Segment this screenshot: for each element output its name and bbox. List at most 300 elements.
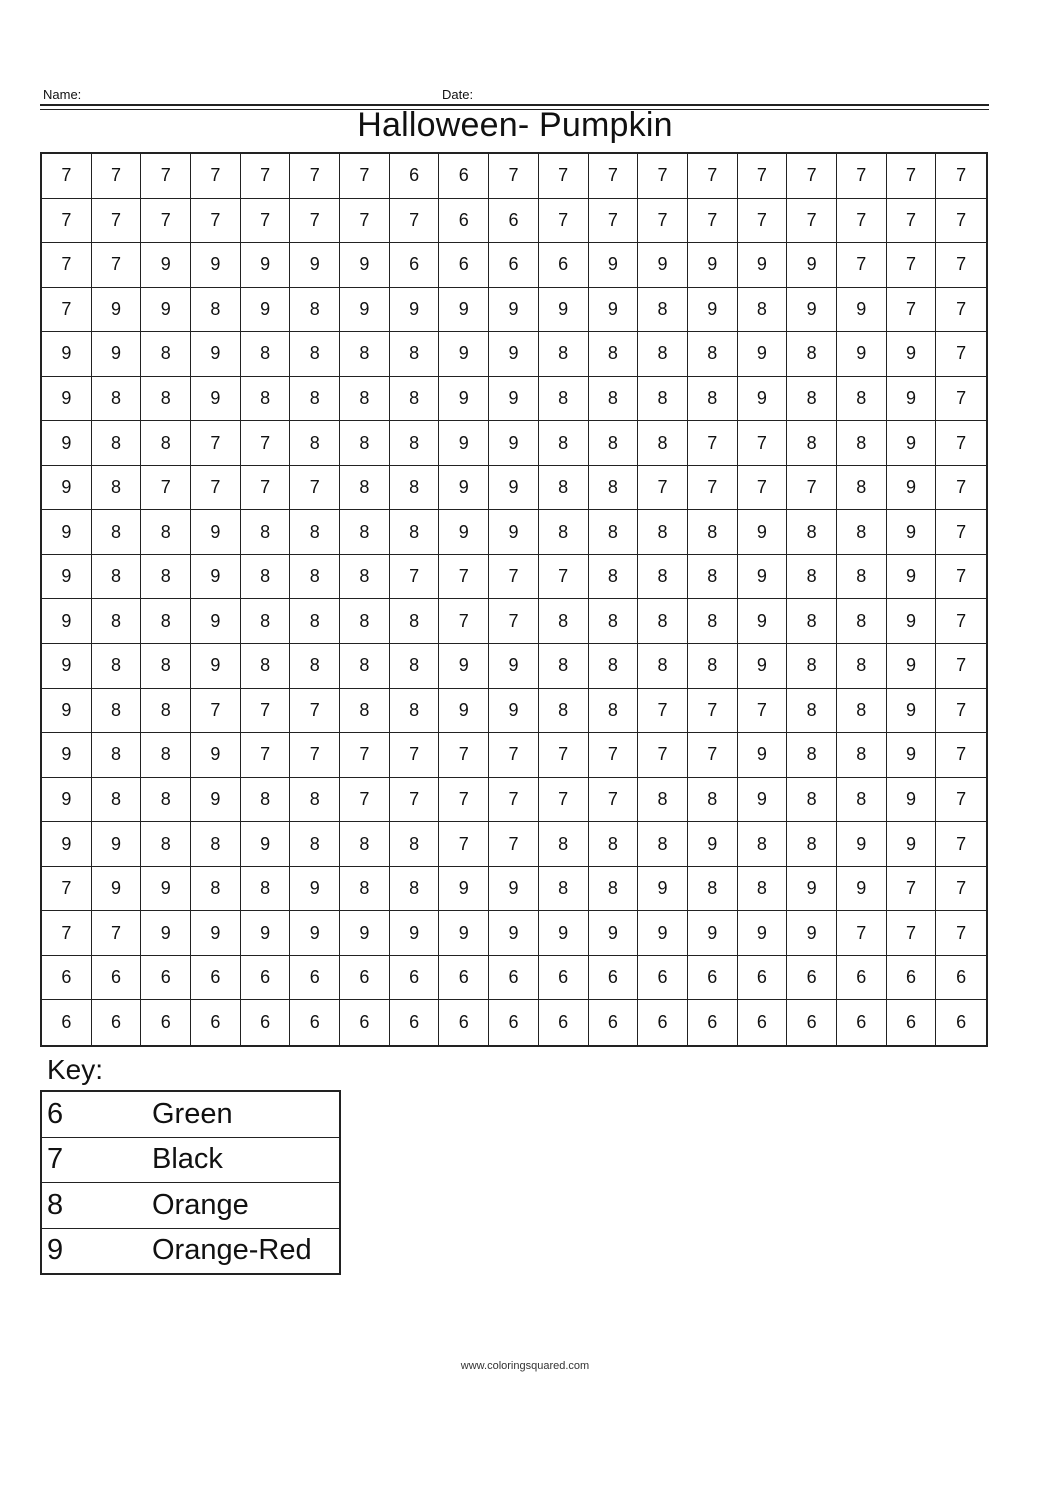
grid-cell: 9 <box>42 377 92 422</box>
grid-cell: 8 <box>688 555 738 600</box>
grid-cell: 6 <box>42 956 92 1001</box>
grid-cell: 9 <box>191 510 241 555</box>
grid-cell: 7 <box>936 822 986 867</box>
grid-cell: 8 <box>688 867 738 912</box>
grid-cell: 9 <box>439 377 489 422</box>
grid-cell: 7 <box>638 154 688 199</box>
grid-cell: 8 <box>290 822 340 867</box>
grid-cell: 8 <box>141 733 191 778</box>
grid-cell: 7 <box>539 154 589 199</box>
grid-cell: 9 <box>887 644 937 689</box>
grid-cell: 6 <box>589 1000 639 1045</box>
color-key-table <box>40 1090 341 1275</box>
grid-cell: 7 <box>936 288 986 333</box>
grid-cell: 7 <box>290 733 340 778</box>
grid-cell: 8 <box>290 332 340 377</box>
grid-cell: 7 <box>42 288 92 333</box>
grid-cell: 7 <box>290 154 340 199</box>
grid-cell: 8 <box>589 510 639 555</box>
grid-cell: 9 <box>837 867 887 912</box>
grid-cell: 7 <box>887 867 937 912</box>
grid-cell: 6 <box>539 243 589 288</box>
grid-cell: 8 <box>837 689 887 734</box>
grid-cell: 9 <box>738 778 788 823</box>
grid-cell: 7 <box>439 778 489 823</box>
grid-cell: 7 <box>290 199 340 244</box>
grid-cell: 8 <box>290 288 340 333</box>
grid-cell: 9 <box>489 421 539 466</box>
grid-cell: 8 <box>638 377 688 422</box>
grid-cell: 9 <box>738 599 788 644</box>
grid-cell: 7 <box>191 421 241 466</box>
grid-cell: 6 <box>191 1000 241 1045</box>
grid-cell: 7 <box>688 733 738 778</box>
grid-cell: 8 <box>340 644 390 689</box>
grid-cell: 9 <box>141 911 191 956</box>
grid-cell: 7 <box>887 243 937 288</box>
grid-cell: 8 <box>589 377 639 422</box>
grid-cell: 8 <box>390 421 440 466</box>
grid-cell: 9 <box>92 867 142 912</box>
grid-cell: 8 <box>589 599 639 644</box>
grid-cell: 8 <box>92 778 142 823</box>
grid-cell: 7 <box>738 689 788 734</box>
grid-cell: 7 <box>191 154 241 199</box>
grid-cell: 7 <box>688 689 738 734</box>
grid-cell: 6 <box>439 154 489 199</box>
grid-cell: 8 <box>141 778 191 823</box>
grid-cell: 7 <box>489 778 539 823</box>
grid-cell: 8 <box>688 377 738 422</box>
grid-cell: 8 <box>539 599 589 644</box>
grid-cell: 7 <box>738 199 788 244</box>
grid-cell: 7 <box>936 199 986 244</box>
grid-cell: 8 <box>290 778 340 823</box>
grid-cell: 8 <box>340 822 390 867</box>
grid-cell: 6 <box>439 956 489 1001</box>
grid-cell: 7 <box>936 466 986 511</box>
grid-cell: 8 <box>141 599 191 644</box>
grid-cell: 8 <box>638 510 688 555</box>
key-number: 7 <box>47 1143 64 1176</box>
key-number: 8 <box>47 1188 64 1221</box>
grid-cell: 7 <box>390 733 440 778</box>
grid-cell: 8 <box>787 555 837 600</box>
grid-cell: 8 <box>589 466 639 511</box>
grid-cell: 6 <box>92 1000 142 1045</box>
grid-cell: 6 <box>191 956 241 1001</box>
grid-cell: 8 <box>539 867 589 912</box>
grid-cell: 8 <box>241 555 291 600</box>
grid-cell: 6 <box>241 1000 291 1045</box>
grid-cell: 8 <box>340 689 390 734</box>
grid-cell: 9 <box>241 288 291 333</box>
grid-cell: 6 <box>489 199 539 244</box>
grid-cell: 8 <box>340 421 390 466</box>
grid-cell: 7 <box>191 466 241 511</box>
grid-cell: 9 <box>439 421 489 466</box>
grid-cell: 8 <box>638 332 688 377</box>
grid-cell: 8 <box>340 466 390 511</box>
grid-cell: 9 <box>439 466 489 511</box>
grid-cell: 8 <box>539 377 589 422</box>
grid-cell: 8 <box>241 867 291 912</box>
grid-cell: 8 <box>787 377 837 422</box>
grid-cell: 8 <box>92 599 142 644</box>
grid-cell: 7 <box>340 778 390 823</box>
grid-cell: 7 <box>439 599 489 644</box>
grid-cell: 9 <box>837 822 887 867</box>
grid-cell: 8 <box>837 510 887 555</box>
grid-cell: 7 <box>290 466 340 511</box>
grid-cell: 9 <box>42 466 92 511</box>
grid-cell: 7 <box>191 199 241 244</box>
key-color-name: Black <box>152 1143 223 1176</box>
grid-cell: 7 <box>936 421 986 466</box>
grid-cell: 8 <box>738 822 788 867</box>
grid-cell: 9 <box>141 288 191 333</box>
grid-cell: 9 <box>738 243 788 288</box>
grid-cell: 8 <box>638 288 688 333</box>
grid-cell: 9 <box>439 644 489 689</box>
grid-cell: 9 <box>92 332 142 377</box>
grid-cell: 9 <box>489 466 539 511</box>
grid-cell: 9 <box>589 911 639 956</box>
grid-cell: 9 <box>42 555 92 600</box>
grid-cell: 6 <box>390 956 440 1001</box>
grid-cell: 6 <box>489 243 539 288</box>
grid-cell: 8 <box>92 377 142 422</box>
grid-cell: 8 <box>92 644 142 689</box>
grid-cell: 9 <box>191 644 241 689</box>
grid-cell: 8 <box>787 822 837 867</box>
grid-cell: 7 <box>936 867 986 912</box>
grid-cell: 9 <box>589 243 639 288</box>
grid-cell: 9 <box>340 911 390 956</box>
grid-cell: 9 <box>489 377 539 422</box>
grid-cell: 8 <box>290 644 340 689</box>
grid-cell: 9 <box>290 867 340 912</box>
grid-cell: 9 <box>489 510 539 555</box>
grid-cell: 7 <box>738 421 788 466</box>
grid-cell: 7 <box>42 243 92 288</box>
grid-cell: 9 <box>489 288 539 333</box>
grid-cell: 6 <box>738 956 788 1001</box>
grid-cell: 7 <box>936 555 986 600</box>
grid-cell: 9 <box>638 243 688 288</box>
grid-cell: 8 <box>92 689 142 734</box>
grid-cell: 9 <box>191 911 241 956</box>
grid-cell: 8 <box>787 689 837 734</box>
grid-cell: 7 <box>837 154 887 199</box>
grid-cell: 6 <box>638 956 688 1001</box>
grid-cell: 8 <box>638 599 688 644</box>
grid-cell: 8 <box>837 377 887 422</box>
grid-cell: 8 <box>837 421 887 466</box>
grid-cell: 7 <box>489 822 539 867</box>
grid-cell: 7 <box>787 466 837 511</box>
grid-cell: 8 <box>290 421 340 466</box>
grid-cell: 7 <box>688 199 738 244</box>
grid-cell: 6 <box>92 956 142 1001</box>
grid-cell: 9 <box>290 911 340 956</box>
key-row <box>42 1138 339 1184</box>
grid-cell: 8 <box>241 332 291 377</box>
grid-cell: 7 <box>589 733 639 778</box>
grid-cell: 9 <box>489 911 539 956</box>
grid-cell: 7 <box>489 733 539 778</box>
grid-cell: 7 <box>539 733 589 778</box>
grid-cell: 8 <box>141 510 191 555</box>
grid-cell: 8 <box>688 599 738 644</box>
grid-cell: 8 <box>688 778 738 823</box>
grid-cell: 9 <box>92 288 142 333</box>
grid-cell: 9 <box>887 555 937 600</box>
grid-cell: 9 <box>390 911 440 956</box>
grid-cell: 9 <box>191 332 241 377</box>
grid-cell: 9 <box>589 288 639 333</box>
grid-cell: 7 <box>738 466 788 511</box>
name-label: Name: <box>43 87 82 102</box>
grid-cell: 6 <box>340 956 390 1001</box>
grid-cell: 9 <box>141 867 191 912</box>
grid-cell: 9 <box>787 288 837 333</box>
grid-cell: 9 <box>42 332 92 377</box>
grid-cell: 8 <box>92 421 142 466</box>
grid-cell: 6 <box>837 1000 887 1045</box>
grid-cell: 8 <box>837 555 887 600</box>
grid-cell: 8 <box>340 599 390 644</box>
grid-cell: 9 <box>489 867 539 912</box>
grid-cell: 9 <box>42 733 92 778</box>
grid-cell: 7 <box>340 733 390 778</box>
grid-cell: 8 <box>290 377 340 422</box>
grid-cell: 9 <box>688 243 738 288</box>
grid-cell: 9 <box>489 689 539 734</box>
grid-cell: 8 <box>787 644 837 689</box>
grid-cell: 8 <box>837 466 887 511</box>
grid-cell: 7 <box>241 689 291 734</box>
grid-cell: 9 <box>887 733 937 778</box>
grid-cell: 6 <box>439 243 489 288</box>
grid-cell: 9 <box>489 332 539 377</box>
grid-cell: 7 <box>638 733 688 778</box>
grid-cell: 9 <box>340 243 390 288</box>
grid-cell: 7 <box>141 154 191 199</box>
grid-cell: 7 <box>439 555 489 600</box>
grid-cell: 7 <box>589 199 639 244</box>
grid-cell: 8 <box>191 288 241 333</box>
grid-cell: 9 <box>241 243 291 288</box>
grid-cell: 8 <box>638 778 688 823</box>
grid-cell: 7 <box>936 733 986 778</box>
grid-cell: 6 <box>688 1000 738 1045</box>
grid-cell: 6 <box>340 1000 390 1045</box>
key-row <box>42 1229 339 1274</box>
grid-cell: 9 <box>92 822 142 867</box>
grid-cell: 7 <box>936 154 986 199</box>
grid-cell: 6 <box>439 199 489 244</box>
grid-cell: 9 <box>539 288 589 333</box>
grid-cell: 7 <box>688 466 738 511</box>
grid-cell: 9 <box>42 689 92 734</box>
grid-cell: 8 <box>589 421 639 466</box>
grid-cell: 7 <box>241 199 291 244</box>
grid-cell: 7 <box>439 822 489 867</box>
grid-cell: 7 <box>589 778 639 823</box>
grid-cell: 9 <box>489 644 539 689</box>
grid-cell: 9 <box>439 288 489 333</box>
grid-cell: 8 <box>638 555 688 600</box>
grid-cell: 9 <box>688 288 738 333</box>
grid-cell: 9 <box>787 243 837 288</box>
key-color-name: Orange <box>152 1188 249 1221</box>
grid-cell: 8 <box>141 421 191 466</box>
grid-cell: 8 <box>390 510 440 555</box>
grid-cell: 9 <box>42 599 92 644</box>
grid-cell: 7 <box>42 199 92 244</box>
grid-cell: 8 <box>241 778 291 823</box>
grid-cell: 6 <box>290 956 340 1001</box>
grid-cell: 8 <box>141 555 191 600</box>
grid-cell: 8 <box>141 644 191 689</box>
grid-cell: 8 <box>837 599 887 644</box>
grid-cell: 8 <box>340 555 390 600</box>
grid-cell: 6 <box>390 1000 440 1045</box>
grid-cell: 7 <box>92 911 142 956</box>
grid-cell: 7 <box>241 154 291 199</box>
grid-cell: 8 <box>290 599 340 644</box>
grid-cell: 9 <box>638 867 688 912</box>
grid-cell: 7 <box>887 288 937 333</box>
grid-cell: 8 <box>787 599 837 644</box>
grid-cell: 8 <box>589 555 639 600</box>
grid-cell: 8 <box>241 510 291 555</box>
grid-cell: 9 <box>837 332 887 377</box>
grid-cell: 7 <box>539 199 589 244</box>
grid-cell: 9 <box>738 644 788 689</box>
date-label: Date: <box>442 87 474 102</box>
key-color-name: Orange-Red <box>152 1234 312 1267</box>
grid-cell: 9 <box>42 421 92 466</box>
grid-cell: 9 <box>42 778 92 823</box>
grid-cell: 7 <box>241 421 291 466</box>
grid-cell: 9 <box>539 911 589 956</box>
grid-cell: 8 <box>92 466 142 511</box>
grid-cell: 6 <box>241 956 291 1001</box>
grid-cell: 9 <box>340 288 390 333</box>
grid-cell: 8 <box>738 867 788 912</box>
grid-cell: 7 <box>489 599 539 644</box>
grid-cell: 6 <box>887 956 937 1001</box>
color-by-number-grid <box>40 152 988 1047</box>
grid-cell: 7 <box>936 689 986 734</box>
grid-cell: 8 <box>539 466 589 511</box>
grid-cell: 7 <box>936 911 986 956</box>
grid-cell: 7 <box>936 644 986 689</box>
grid-cell: 7 <box>290 689 340 734</box>
grid-cell: 8 <box>390 644 440 689</box>
grid-cell: 9 <box>191 599 241 644</box>
grid-cell: 8 <box>141 822 191 867</box>
grid-cell: 7 <box>439 733 489 778</box>
grid-cell: 8 <box>589 332 639 377</box>
grid-cell: 9 <box>439 689 489 734</box>
grid-cell: 8 <box>390 466 440 511</box>
grid-cell: 8 <box>688 644 738 689</box>
grid-cell: 6 <box>141 1000 191 1045</box>
grid-cell: 7 <box>936 377 986 422</box>
grid-cell: 7 <box>787 154 837 199</box>
grid-cell: 7 <box>638 199 688 244</box>
grid-cell: 7 <box>390 199 440 244</box>
grid-cell: 9 <box>191 733 241 778</box>
key-number: 9 <box>47 1234 64 1267</box>
grid-cell: 8 <box>141 377 191 422</box>
grid-cell: 8 <box>241 644 291 689</box>
grid-cell: 9 <box>887 377 937 422</box>
grid-cell: 6 <box>141 956 191 1001</box>
grid-cell: 8 <box>589 644 639 689</box>
grid-cell: 9 <box>439 510 489 555</box>
grid-cell: 8 <box>390 332 440 377</box>
grid-cell: 8 <box>390 599 440 644</box>
grid-cell: 7 <box>638 466 688 511</box>
grid-cell: 9 <box>738 377 788 422</box>
page-title: Halloween- Pumpkin <box>357 106 673 144</box>
grid-cell: 9 <box>738 733 788 778</box>
grid-cell: 8 <box>390 867 440 912</box>
grid-cell: 6 <box>887 1000 937 1045</box>
grid-cell: 7 <box>489 555 539 600</box>
grid-cell: 8 <box>340 332 390 377</box>
grid-cell: 9 <box>887 421 937 466</box>
grid-cell: 7 <box>539 555 589 600</box>
grid-cell: 8 <box>787 778 837 823</box>
grid-cell: 8 <box>141 689 191 734</box>
grid-cell: 8 <box>638 421 688 466</box>
grid-cell: 8 <box>191 822 241 867</box>
grid-cell: 8 <box>738 288 788 333</box>
grid-cell: 8 <box>837 644 887 689</box>
grid-cell: 6 <box>787 1000 837 1045</box>
grid-cell: 8 <box>390 377 440 422</box>
key-row <box>42 1092 339 1138</box>
grid-cell: 8 <box>638 644 688 689</box>
grid-cell: 9 <box>191 778 241 823</box>
grid-cell: 9 <box>738 911 788 956</box>
grid-cell: 8 <box>340 867 390 912</box>
grid-cell: 8 <box>539 822 589 867</box>
grid-cell: 9 <box>439 332 489 377</box>
grid-cell: 9 <box>887 510 937 555</box>
grid-cell: 9 <box>42 822 92 867</box>
grid-cell: 7 <box>42 154 92 199</box>
grid-cell: 9 <box>688 911 738 956</box>
grid-cell: 8 <box>589 867 639 912</box>
grid-cell: 7 <box>936 243 986 288</box>
grid-cell: 8 <box>539 510 589 555</box>
grid-cell: 9 <box>887 599 937 644</box>
key-number: 6 <box>47 1097 64 1130</box>
grid-cell: 9 <box>638 911 688 956</box>
grid-cell: 6 <box>42 1000 92 1045</box>
grid-cell: 8 <box>290 555 340 600</box>
grid-cell: 6 <box>738 1000 788 1045</box>
grid-cell: 7 <box>340 199 390 244</box>
grid-cell: 9 <box>390 288 440 333</box>
grid-cell: 9 <box>191 377 241 422</box>
